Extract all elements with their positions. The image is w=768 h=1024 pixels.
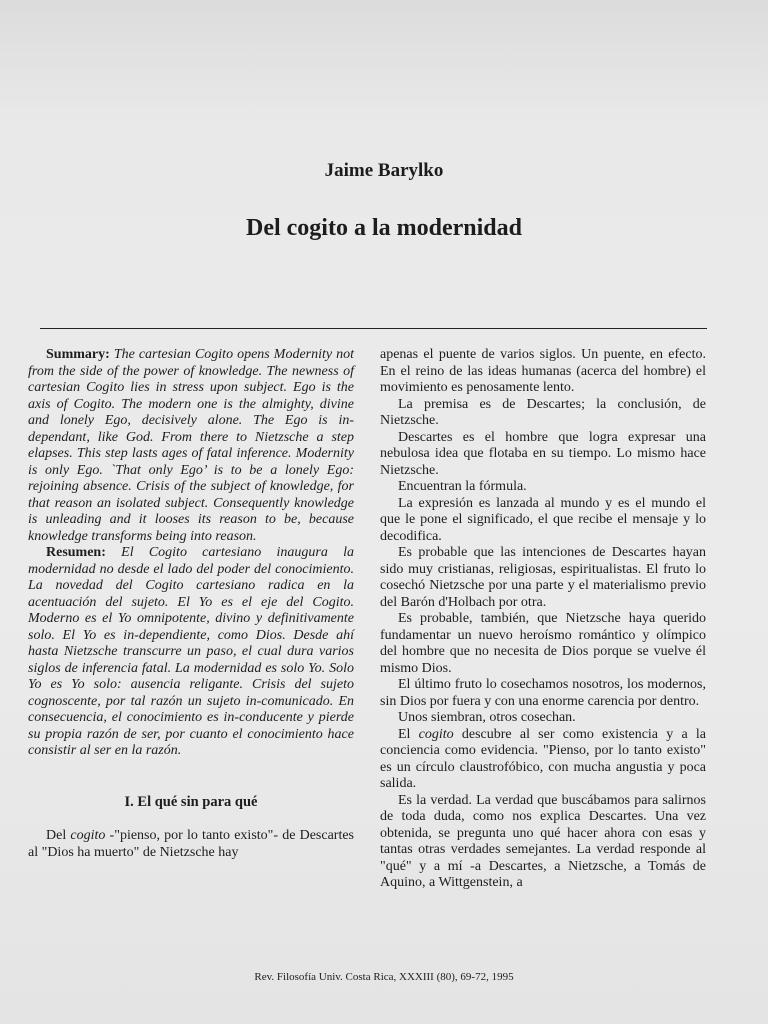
section-intro-paragraph xyxy=(28,828,354,861)
summary-text: The cartesian Cogito opens Modernity not from the side of the power of knowledge. The newness of cartesian Cogito lies in stress upon subject. Ego is the axis of Cogito. The modern one is the almighty, divine and lonely Ego, decisively alone. The Ego is in-dependant, like God. From there to Nietzsche a step elapses. This step lasts ages of fatal inference. Modernity is only Ego. `That only Ego’ is to be a lonely Ego: rejoining absence. Crisis of the subject of knowledge, for that reason an isolated subject. Consequently knowledge is unleading and it looses its reason to be, because knowledge transforms being into reason. xyxy=(28,347,355,544)
resumen-abstract xyxy=(28,545,354,760)
summary-abstract xyxy=(28,347,354,545)
body-paragraph: Unos siembran, otros cosechan. xyxy=(398,710,576,725)
body-paragraph: La expresión es lanzada al mundo y es el mundo el que le pone el significado, el que recibe el mensaje y lo decodifica. xyxy=(380,495,706,544)
p10-italic: cogito xyxy=(418,726,454,742)
left-column xyxy=(28,347,354,861)
journal-citation: Rev. Filosofía Univ. Costa Rica, XXXIII (80), 69-72, 1995 xyxy=(254,971,514,983)
body-paragraph: Es la verdad. La verdad que buscábamos para salirnos de toda duda, como nos explica Descartes. Una vez obtenida, se pregunta uno qué hacer ahora con esas y tantas otras verdades semejantes. La verdad responde al "qué" y a mí -a Descartes, a Nietzsche, a Tomás de Aquino, a Wittgenstein, a xyxy=(380,792,706,890)
body-paragraph: Descartes es el hombre que logra expresar una nebulosa idea que flotaba en su tiempo. Lo mismo hace Nietzsche. xyxy=(380,429,706,478)
intro-post: -"pienso, por lo tanto existo"- de Descartes al "Dios ha muerto" de Nietzsche hay xyxy=(28,828,354,860)
title-divider xyxy=(40,328,707,329)
p10-post: descubre al ser como existencia y a la conciencia como evidencia. "Pienso, por lo tanto existo" es un círculo claustrofóbico, con mucha angustia y poca salida. xyxy=(380,726,706,791)
article-title: Del cogito a la modernidad xyxy=(246,215,522,241)
intro-pre: Del xyxy=(46,828,71,843)
body-paragraph: La premisa es de Descartes; la conclusión, de Nietzsche. xyxy=(380,396,706,428)
author-name: Jaime Barylko xyxy=(324,160,444,181)
section-heading: I. El qué sin para qué xyxy=(124,793,258,810)
body-paragraph: apenas el puente de varios siglos. Un puente, en efecto. En el reino de las ideas humanas (acerca del hombre) el movimiento es penosamente lento. xyxy=(380,347,706,395)
body-paragraph: Es probable, también, que Nietzsche haya querido fundamentar un nuevo heroísmo romántico y olímpico del hombre que no necesita de Dios porque se vuelve él mismo Dios. xyxy=(380,611,706,676)
body-paragraph xyxy=(380,727,706,793)
body-paragraph: El último fruto lo cosechamos nosotros, los modernos, sin Dios por fuera y con una enorme carencia por dentro. xyxy=(380,677,706,709)
intro-italic: cogito xyxy=(70,828,106,843)
right-column xyxy=(380,347,706,892)
summary-label: Summary: xyxy=(46,347,110,362)
body-paragraph: Es probable que las intenciones de Descartes hayan sido muy cristianas, religiosas, espiritualistas. El fruto lo cosechó Nietzsche por una parte y el materialismo previo del Barón d'Holbach por otra. xyxy=(380,545,706,610)
resumen-label: Resumen: xyxy=(46,545,106,560)
body-paragraph: Encuentran la fórmula. xyxy=(398,479,527,494)
resumen-text: El Cogito cartesiano inaugura la modernidad no desde el lado del poder del conocimiento. La novedad del Cogito cartesiano radica en la acentuación del sujeto. El Yo es el eje del Cogito. Moderno es el Yo omnipotente, divino y definitivamente solo. El Yo es in-dependiente, como Dios. Desde ahí hasta Nietzsche transcurre un paso, el cual dura varios siglos de inferencia fatal. La modernidad es solo Yo. Solo Yo es Yo solo: ausencia religante. Crisis del sujeto cognoscente, por tal razón un sujeto in-comunicado. En consecuencia, el conocimiento es in-conducente y pierde su propia razón de ser, por cuanto el conocimiento hace consistir al ser en la razón. xyxy=(28,545,355,758)
p10-pre: El xyxy=(398,726,419,742)
